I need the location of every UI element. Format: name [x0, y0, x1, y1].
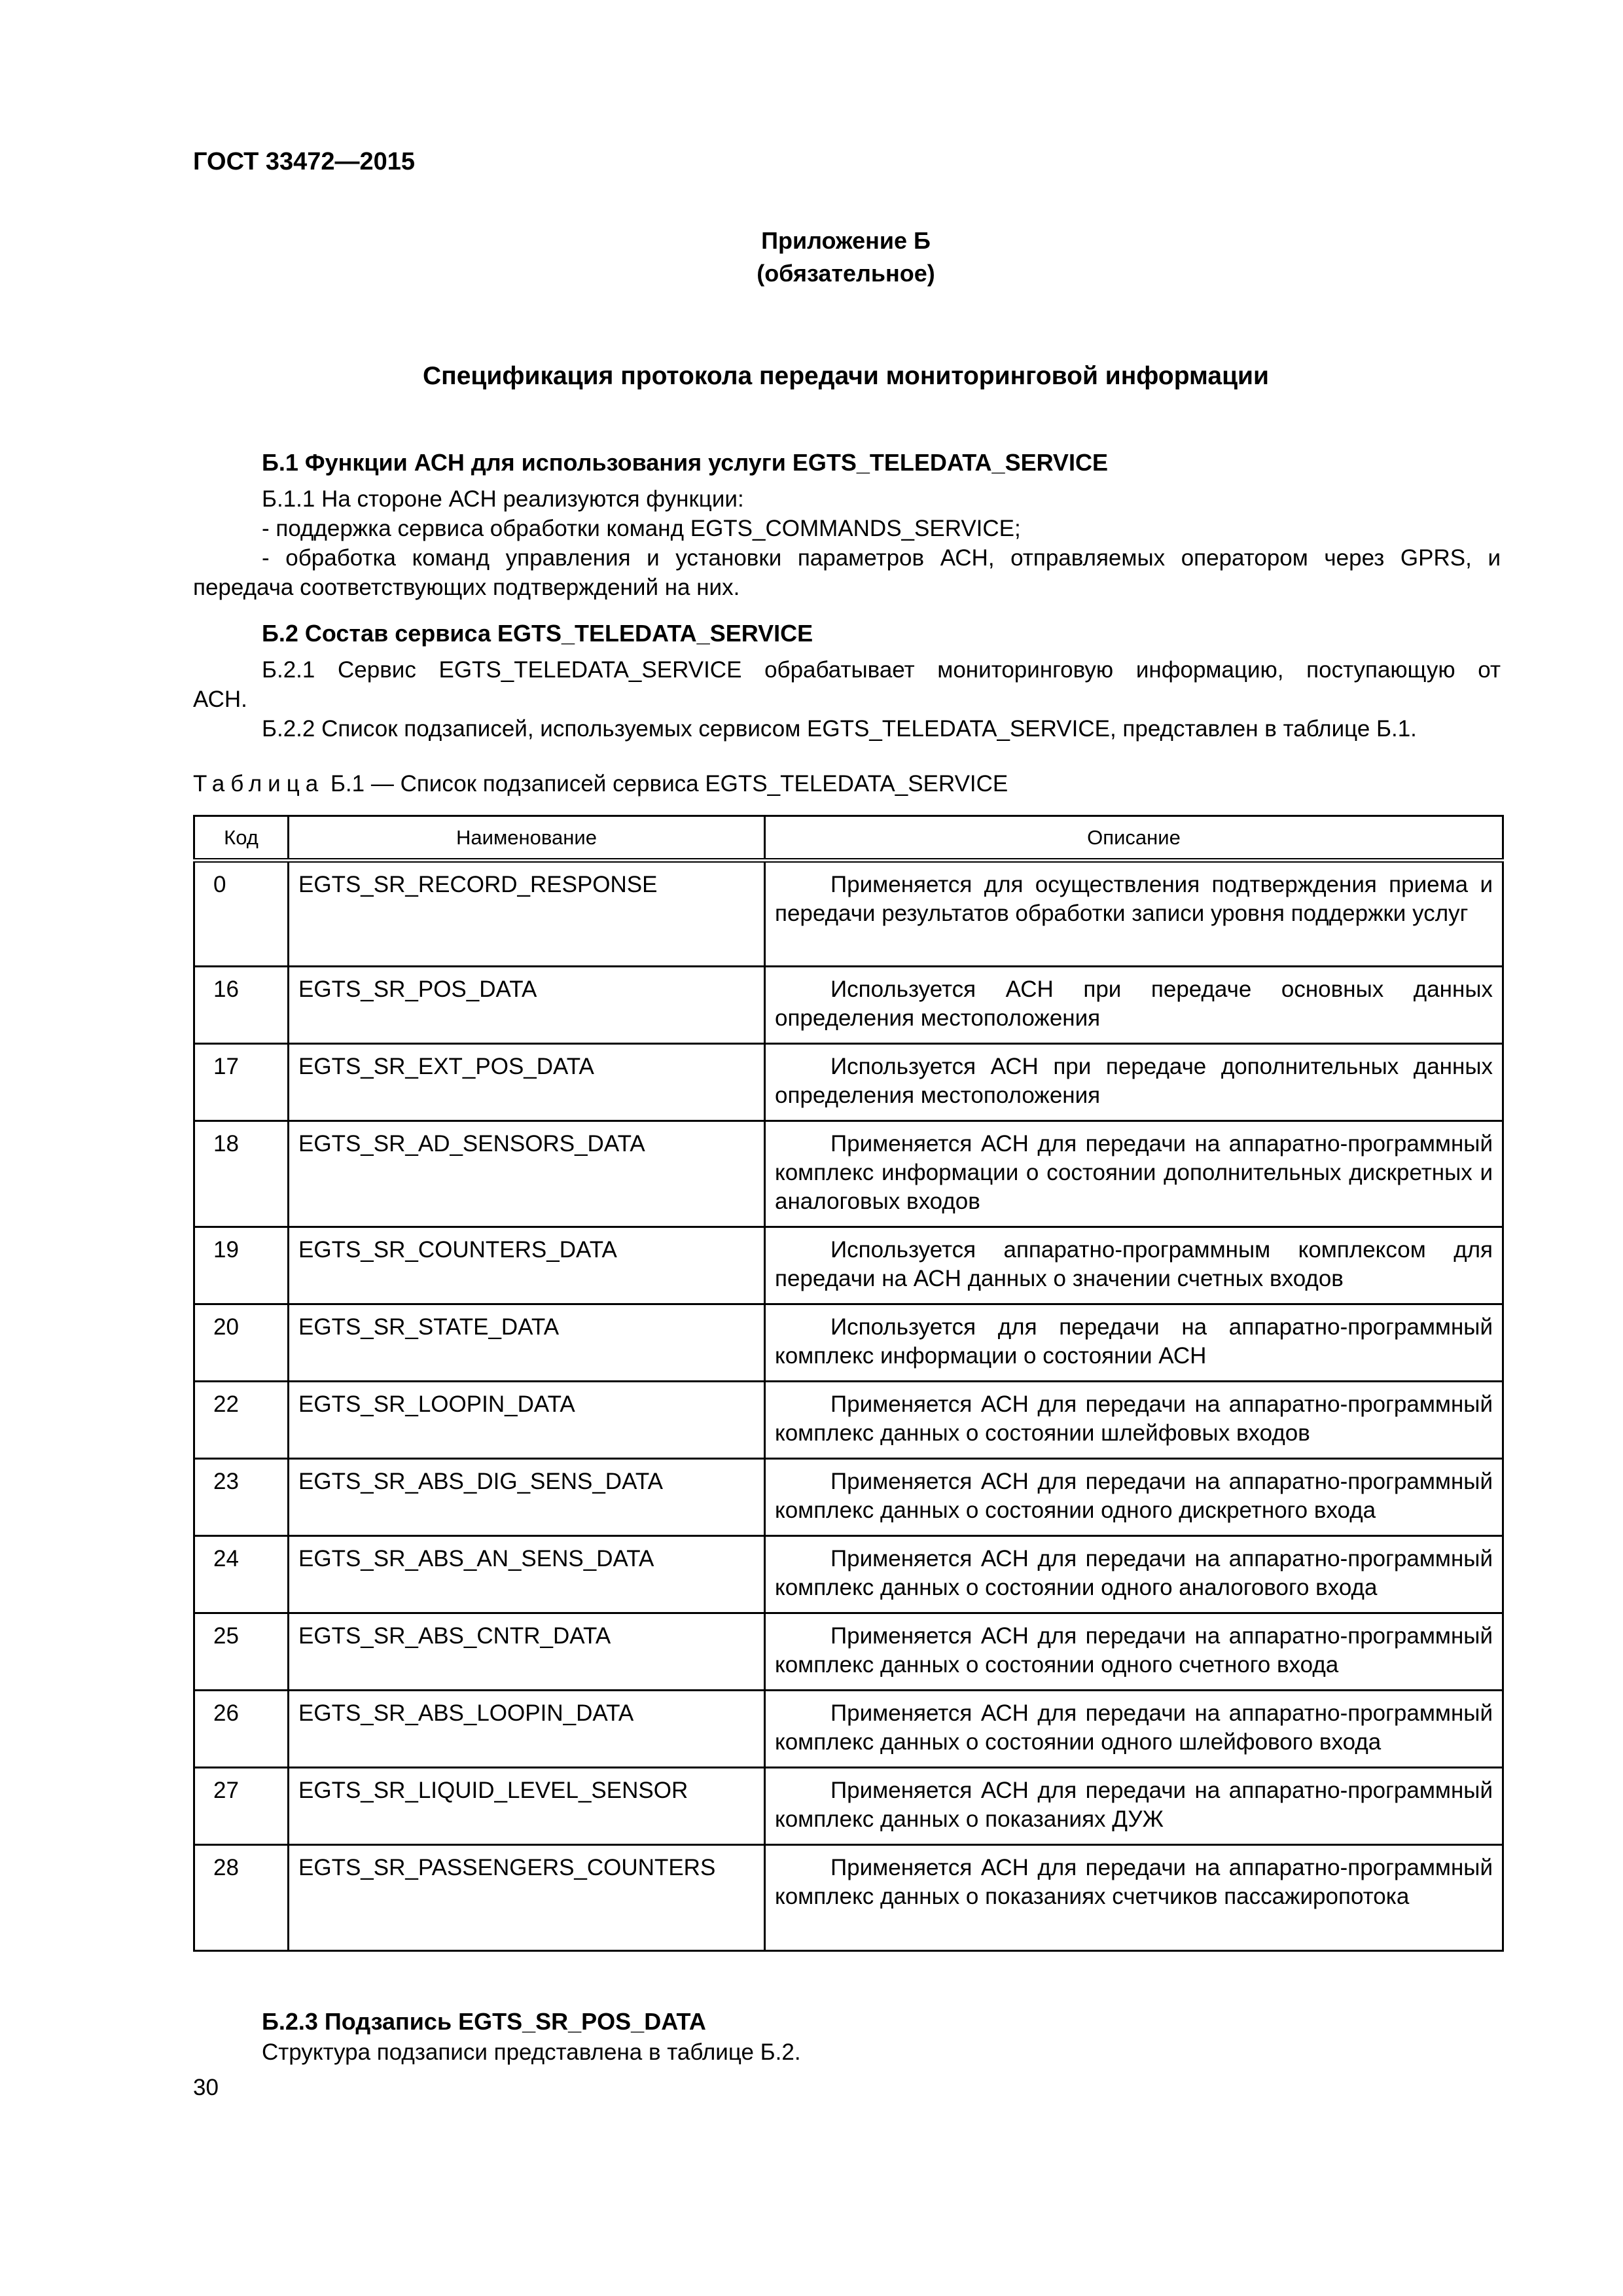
subrecords-table [193, 815, 1504, 1952]
cell-description: Используется АСН при передаче дополнительных данных определения местоположения [765, 1044, 1503, 1121]
cell-name: EGTS_SR_ABS_DIG_SENS_DATA [289, 1459, 765, 1536]
cell-description: Применяется АСН для передачи на аппаратно-программный комплекс данных о состоянии одного шлейфового входа [765, 1691, 1503, 1768]
cell-code: 18 [194, 1121, 289, 1227]
main-title: Спецификация протокола передачи мониторинговой информации [422, 362, 1270, 390]
cell-code: 23 [194, 1459, 289, 1536]
cell-code: 27 [194, 1768, 289, 1845]
cell-description: Применяется АСН для передачи на аппаратно-программный комплекс данных о состоянии одного дискретного входа [765, 1459, 1503, 1536]
cell-name: EGTS_SR_RECORD_RESPONSE [289, 861, 765, 967]
section-b23-heading: Б.2.3 Подзапись EGTS_SR_POS_DATA [262, 2008, 706, 2035]
cell-code: 28 [194, 1845, 289, 1951]
page-number: 30 [193, 2075, 219, 2100]
cell-description: Используется для передачи на аппаратно-программный комплекс информации о состоянии АСН [765, 1304, 1503, 1382]
cell-description: Применяется для осуществления подтверждения приема и передачи результатов обработки записи уровня поддержки услуг [765, 861, 1503, 967]
table-header-row [194, 816, 1503, 861]
annex-status: (обязательное) [757, 260, 935, 287]
document-code: ГОСТ 33472—2015 [193, 148, 416, 175]
table-row [194, 1044, 1503, 1121]
table-row [194, 1227, 1503, 1304]
cell-name: EGTS_SR_COUNTERS_DATA [289, 1227, 765, 1304]
section-b1-line3a: - обработка команд управления и установки параметров АСН, отправляемых оператором через GPRS, и [262, 545, 1501, 571]
cell-code: 19 [194, 1227, 289, 1304]
cell-code: 20 [194, 1304, 289, 1382]
cell-description: Применяется АСН для передачи на аппаратно-программный комплекс информации о состоянии дополнительных дискретных и аналоговых входов [765, 1121, 1503, 1227]
cell-description: Применяется АСН для передачи на аппаратно-программный комплекс данных о показаниях счетчиков пассажиропотока [765, 1845, 1503, 1951]
section-b1-line1: Б.1.1 На стороне АСН реализуются функции: [262, 486, 744, 512]
header-description: Описание [765, 816, 1503, 861]
cell-description: Используется аппаратно-программным комплексом для передачи на АСН данных о значении счетных входов [765, 1227, 1503, 1304]
table-row [194, 1613, 1503, 1691]
table-row [194, 967, 1503, 1044]
annex-heading [193, 224, 1499, 290]
cell-name: EGTS_SR_EXT_POS_DATA [289, 1044, 765, 1121]
table-row [194, 861, 1503, 967]
section-b2-p1b: АСН. [193, 687, 247, 712]
cell-code: 22 [194, 1382, 289, 1459]
cell-name: EGTS_SR_STATE_DATA [289, 1304, 765, 1382]
section-b2-p2: Б.2.2 Список подзаписей, используемых сервисом EGTS_TELEDATA_SERVICE, представлен в таблице Б.1. [262, 716, 1417, 742]
cell-name: EGTS_SR_ABS_AN_SENS_DATA [289, 1536, 765, 1613]
cell-description: Применяется АСН для передачи на аппаратно-программный комплекс данных о состоянии шлейфовых входов [765, 1382, 1503, 1459]
cell-name: EGTS_SR_ABS_LOOPIN_DATA [289, 1691, 765, 1768]
header-name: Наименование [289, 816, 765, 861]
cell-name: EGTS_SR_PASSENGERS_COUNTERS [289, 1845, 765, 1951]
cell-description: Применяется АСН для передачи на аппаратно-программный комплекс данных о состоянии одного аналогового входа [765, 1536, 1503, 1613]
section-b1-heading: Б.1 Функции АСН для использования услуги EGTS_TELEDATA_SERVICE [262, 449, 1108, 476]
cell-code: 24 [194, 1536, 289, 1613]
table-row [194, 1691, 1503, 1768]
annex-title: Приложение Б [761, 227, 931, 254]
cell-code: 26 [194, 1691, 289, 1768]
cell-name: EGTS_SR_LOOPIN_DATA [289, 1382, 765, 1459]
cell-description: Используется АСН при передаче основных данных определения местоположения [765, 967, 1503, 1044]
cell-description: Применяется АСН для передачи на аппаратно-программный комплекс данных о состоянии одного счетного входа [765, 1613, 1503, 1691]
cell-code: 25 [194, 1613, 289, 1691]
table-caption-word: Таблица [193, 771, 325, 797]
table-row [194, 1459, 1503, 1536]
section-b2-p1a: Б.2.1 Сервис EGTS_TELEDATA_SERVICE обрабатывает мониторинговую информацию, поступающую от [262, 657, 1501, 683]
cell-description: Применяется АСН для передачи на аппаратно-программный комплекс данных о показаниях ДУЖ [765, 1768, 1503, 1845]
section-b1-line2: - поддержка сервиса обработки команд EGTS_COMMANDS_SERVICE; [262, 516, 1021, 541]
table-row [194, 1382, 1503, 1459]
cell-name: EGTS_SR_ABS_CNTR_DATA [289, 1613, 765, 1691]
section-b1-line3b: передача соответствующих подтверждений на них. [193, 575, 740, 600]
cell-code: 16 [194, 967, 289, 1044]
table-row [194, 1304, 1503, 1382]
section-b2-heading: Б.2 Состав сервиса EGTS_TELEDATA_SERVICE [262, 620, 813, 647]
cell-name: EGTS_SR_POS_DATA [289, 967, 765, 1044]
cell-code: 0 [194, 861, 289, 967]
table-row [194, 1536, 1503, 1613]
table-caption [193, 771, 1008, 797]
section-b23-text: Структура подзаписи представлена в таблице Б.2. [262, 2039, 801, 2065]
table-caption-text: Б.1 — Список подзаписей сервиса EGTS_TELEDATA_SERVICE [324, 771, 1008, 797]
cell-name: EGTS_SR_LIQUID_LEVEL_SENSOR [289, 1768, 765, 1845]
table-row [194, 1845, 1503, 1951]
table-row [194, 1121, 1503, 1227]
header-code: Код [194, 816, 289, 861]
table-row [194, 1768, 1503, 1845]
cell-code: 17 [194, 1044, 289, 1121]
cell-name: EGTS_SR_AD_SENSORS_DATA [289, 1121, 765, 1227]
